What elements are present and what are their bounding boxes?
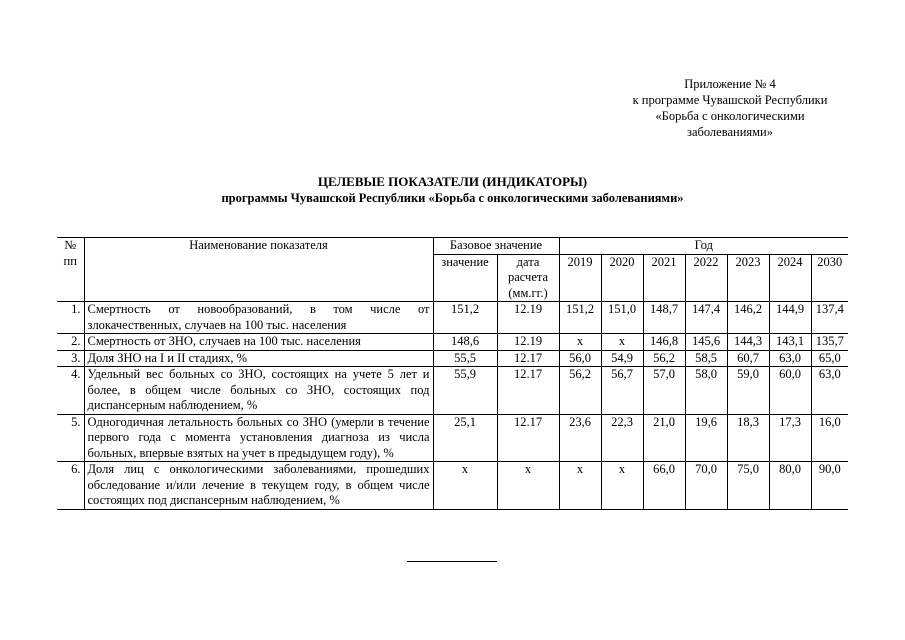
indicator-name: Одногодичная летальность больных со ЗНО (умерли в течение первого года с момента установления диагноза из числа больных, впервые взятых на учет в предыдущем году), % xyxy=(84,414,433,462)
indicator-name: Смертность от ЗНО, случаев на 100 тыс. населения xyxy=(84,334,433,351)
header-date: дата расчета (мм.гг.) xyxy=(497,254,559,302)
year-value: 56,2 xyxy=(559,367,601,415)
year-value: 23,6 xyxy=(559,414,601,462)
row-number: 1. xyxy=(57,302,84,334)
header-year-2019: 2019 xyxy=(559,254,601,302)
appendix-block xyxy=(600,76,860,140)
year-value: 58,5 xyxy=(685,350,727,367)
header-year-2021: 2021 xyxy=(643,254,685,302)
year-value: x xyxy=(559,462,601,510)
row-number: 5. xyxy=(57,414,84,462)
year-value: 66,0 xyxy=(643,462,685,510)
appendix-line-2: к программе Чувашской Республики xyxy=(632,93,828,107)
year-value: 147,4 xyxy=(685,302,727,334)
header-name: Наименование показателя xyxy=(84,238,433,302)
base-value: 148,6 xyxy=(433,334,497,351)
base-date: x xyxy=(497,462,559,510)
row-number: 6. xyxy=(57,462,84,510)
year-value: 75,0 xyxy=(727,462,769,510)
year-value: 80,0 xyxy=(769,462,811,510)
base-date: 12.17 xyxy=(497,350,559,367)
year-value: 137,4 xyxy=(811,302,848,334)
indicator-name: Смертность от новообразований, в том числе от злокачественных, случаев на 100 тыс. населения xyxy=(84,302,433,334)
header-year-2024: 2024 xyxy=(769,254,811,302)
year-value: 56,2 xyxy=(643,350,685,367)
header-value: значение xyxy=(433,254,497,302)
base-date: 12.19 xyxy=(497,302,559,334)
year-value: 148,7 xyxy=(643,302,685,334)
table-row xyxy=(57,350,848,367)
base-date: 12.17 xyxy=(497,367,559,415)
year-value: 18,3 xyxy=(727,414,769,462)
year-value: 21,0 xyxy=(643,414,685,462)
year-value: 144,9 xyxy=(769,302,811,334)
footer-divider xyxy=(407,561,497,562)
year-value: 57,0 xyxy=(643,367,685,415)
year-value: 17,3 xyxy=(769,414,811,462)
year-value: 56,7 xyxy=(601,367,643,415)
table-row xyxy=(57,462,848,510)
year-value: 146,8 xyxy=(643,334,685,351)
year-value: 143,1 xyxy=(769,334,811,351)
table-row xyxy=(57,302,848,334)
year-value: 59,0 xyxy=(727,367,769,415)
document-title: ЦЕЛЕВЫЕ ПОКАЗАТЕЛИ (ИНДИКАТОРЫ) xyxy=(317,174,588,189)
year-value: 60,7 xyxy=(727,350,769,367)
year-value: 63,0 xyxy=(811,367,848,415)
header-year-2020: 2020 xyxy=(601,254,643,302)
year-value: 19,6 xyxy=(685,414,727,462)
year-value: 135,7 xyxy=(811,334,848,351)
document-subtitle: программы Чувашской Республики «Борьба с онкологическими заболеваниями» xyxy=(221,191,684,205)
header-year-2023: 2023 xyxy=(727,254,769,302)
header-year: Год xyxy=(559,238,848,255)
row-number: 3. xyxy=(57,350,84,367)
year-value: 145,6 xyxy=(685,334,727,351)
table-row xyxy=(57,334,848,351)
year-value: 54,9 xyxy=(601,350,643,367)
row-number: 2. xyxy=(57,334,84,351)
year-value: x xyxy=(601,334,643,351)
year-value: 90,0 xyxy=(811,462,848,510)
year-value: 146,2 xyxy=(727,302,769,334)
appendix-line-1: Приложение № 4 xyxy=(684,77,776,91)
year-value: 70,0 xyxy=(685,462,727,510)
indicator-name: Доля ЗНО на I и II стадиях, % xyxy=(84,350,433,367)
year-value: 144,3 xyxy=(727,334,769,351)
indicator-name: Удельный вес больных со ЗНО, состоящих на учете 5 лет и более, в общем числе больных со ЗНО, состоящих под диспансерным наблюдением, % xyxy=(84,367,433,415)
year-value: 151,0 xyxy=(601,302,643,334)
base-value: 25,1 xyxy=(433,414,497,462)
year-value: 16,0 xyxy=(811,414,848,462)
table-row xyxy=(57,414,848,462)
base-value: x xyxy=(433,462,497,510)
header-num: № пп xyxy=(57,238,84,302)
base-value: 151,2 xyxy=(433,302,497,334)
indicators-table xyxy=(57,237,848,510)
year-value: x xyxy=(559,334,601,351)
year-value: 65,0 xyxy=(811,350,848,367)
header-year-2022: 2022 xyxy=(685,254,727,302)
header-year-2030: 2030 xyxy=(811,254,848,302)
year-value: 56,0 xyxy=(559,350,601,367)
header-base: Базовое значение xyxy=(433,238,559,255)
indicator-name: Доля лиц с онкологическими заболеваниями, прошедших обследование и/или лечение в текущем году, в общем числе состоящих под диспансерным наблюдением, % xyxy=(84,462,433,510)
year-value: x xyxy=(601,462,643,510)
table-row xyxy=(57,367,848,415)
year-value: 58,0 xyxy=(685,367,727,415)
base-value: 55,9 xyxy=(433,367,497,415)
year-value: 63,0 xyxy=(769,350,811,367)
base-date: 12.17 xyxy=(497,414,559,462)
appendix-line-4: заболеваниями» xyxy=(687,125,773,139)
base-value: 55,5 xyxy=(433,350,497,367)
year-value: 151,2 xyxy=(559,302,601,334)
base-date: 12.19 xyxy=(497,334,559,351)
year-value: 22,3 xyxy=(601,414,643,462)
appendix-line-3: «Борьба с онкологическими xyxy=(655,109,805,123)
header-row-1 xyxy=(57,238,848,255)
row-number: 4. xyxy=(57,367,84,415)
year-value: 60,0 xyxy=(769,367,811,415)
